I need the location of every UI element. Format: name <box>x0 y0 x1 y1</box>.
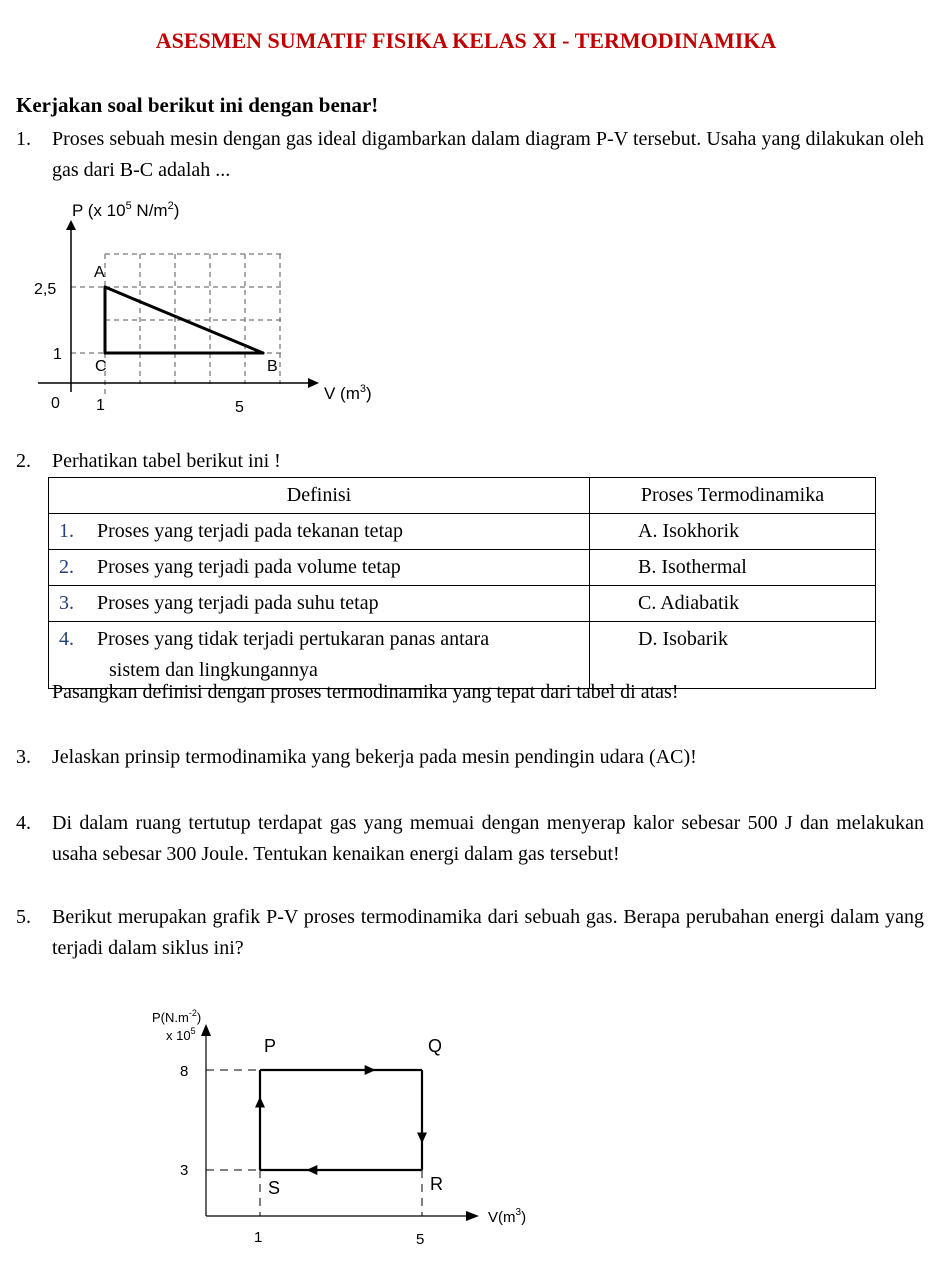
table-row <box>49 550 876 586</box>
matching-table <box>48 477 876 689</box>
instruction: Kerjakan soal berikut ini dengan benar! <box>16 93 379 117</box>
x-tick-label: 5 <box>235 399 244 416</box>
page-title: ASESMEN SUMATIF FISIKA KELAS XI - TERMODINAMIKA <box>155 28 777 53</box>
y-axis-arrow <box>66 220 76 230</box>
point-label-a: A <box>94 264 105 281</box>
y-axis-label: P (x $10^5$ $N/m^2$) <box>72 200 180 220</box>
process-text: A. Isokhorik <box>590 514 876 550</box>
question-3 <box>0 742 932 773</box>
definition-text: Proses yang terjadi pada volume tetap <box>97 556 401 578</box>
table-header: Proses Termodinamika <box>590 478 876 514</box>
definition-text-cont: sistem dan lingkungannya <box>109 659 318 681</box>
x-axis-label: $V(m^3)$ <box>488 1207 527 1226</box>
question-4 <box>0 808 932 870</box>
y-axis-arrow <box>201 1024 211 1036</box>
y-tick-label: 2,5 <box>34 281 57 298</box>
y-tick-label: 8 <box>180 1063 189 1080</box>
definition-text: Proses yang terjadi pada suhu tetap <box>97 592 379 614</box>
direction-arrow <box>417 1133 427 1144</box>
question-text: Proses sebuah mesin dengan gas ideal digambarkan dalam diagram P-V tersebut. Usaha yang dilakukan oleh gas dari B-C adalah ... <box>52 128 924 181</box>
question-text: Berikut merupakan grafik P-V proses termodinamika dari sebuah gas. Berapa perubahan energi dalam yang terjadi dalam siklus ini? <box>52 906 924 959</box>
table-caption: Pasangkan definisi dengan proses termodinamika yang tepat dari tabel di atas! <box>52 681 679 703</box>
direction-arrow <box>365 1065 376 1075</box>
guide-lines <box>206 1070 422 1216</box>
x-tick-label: 1 <box>254 1229 263 1246</box>
table-header: Definisi <box>49 478 590 514</box>
process-text: C. Adiabatik <box>590 586 876 622</box>
cycle-path <box>255 1036 443 1198</box>
process-text: D. Isobarik <box>590 622 876 689</box>
question-text: Di dalam ruang tertutup terdapat gas yang memuai dengan menyerap kalor sebesar 500 J dan melakukan usaha sebesar 300 Joule. Tentukan kenaikan energi dalam gas tersebut! <box>52 812 924 865</box>
question-number: 5. <box>16 906 31 928</box>
point-label-q: Q <box>428 1036 443 1056</box>
question-5 <box>0 902 932 964</box>
question-number: 3. <box>16 746 31 768</box>
definition-number: 4. <box>59 628 74 650</box>
definition-number: 1. <box>59 520 74 542</box>
table-header-row <box>49 478 876 514</box>
question-number: 4. <box>16 812 31 834</box>
point-label-r: R <box>430 1174 443 1194</box>
point-label-p: P <box>264 1036 277 1056</box>
cycle-segment-ab <box>105 287 263 353</box>
question-2 <box>0 446 932 477</box>
point-label-b: B <box>267 358 278 375</box>
origin-label: 0 <box>51 395 60 412</box>
definition-number: 2. <box>59 556 74 578</box>
question-number: 2. <box>16 450 31 472</box>
table-row <box>49 586 876 622</box>
x-tick-label: 1 <box>96 397 105 414</box>
x-axis-arrow <box>308 378 319 388</box>
process-text: B. Isothermal <box>590 550 876 586</box>
pv-chart-rectangle <box>140 1002 560 1252</box>
y-axis-label: $P(N.m^{-2})$ <box>152 1008 202 1025</box>
point-label-c: C <box>95 358 107 375</box>
question-text: Jelaskan prinsip termodinamika yang bekerja pada mesin pendingin udara (AC)! <box>52 746 697 768</box>
direction-arrow <box>255 1097 265 1108</box>
definition-text: Proses yang terjadi pada tekanan tetap <box>97 520 403 542</box>
definition-text: Proses yang tidak terjadi pertukaran panas antara <box>97 628 490 650</box>
x-axis-arrow <box>466 1211 479 1221</box>
point-label-s: S <box>268 1178 281 1198</box>
question-1 <box>0 124 932 186</box>
table-row <box>49 514 876 550</box>
x-axis-label: V $(m^3)$ <box>324 383 372 403</box>
question-text: Perhatikan tabel berikut ini ! <box>52 450 281 472</box>
direction-arrow <box>306 1165 317 1175</box>
x-tick-label: 5 <box>416 1231 425 1248</box>
pv-chart-triangle <box>20 196 400 426</box>
y-tick-label: 3 <box>180 1162 189 1179</box>
question-number: 1. <box>16 128 31 150</box>
definition-number: 3. <box>59 592 74 614</box>
y-tick-label: 1 <box>53 346 62 363</box>
y-axis-factor: x $10^5$ <box>166 1026 196 1043</box>
